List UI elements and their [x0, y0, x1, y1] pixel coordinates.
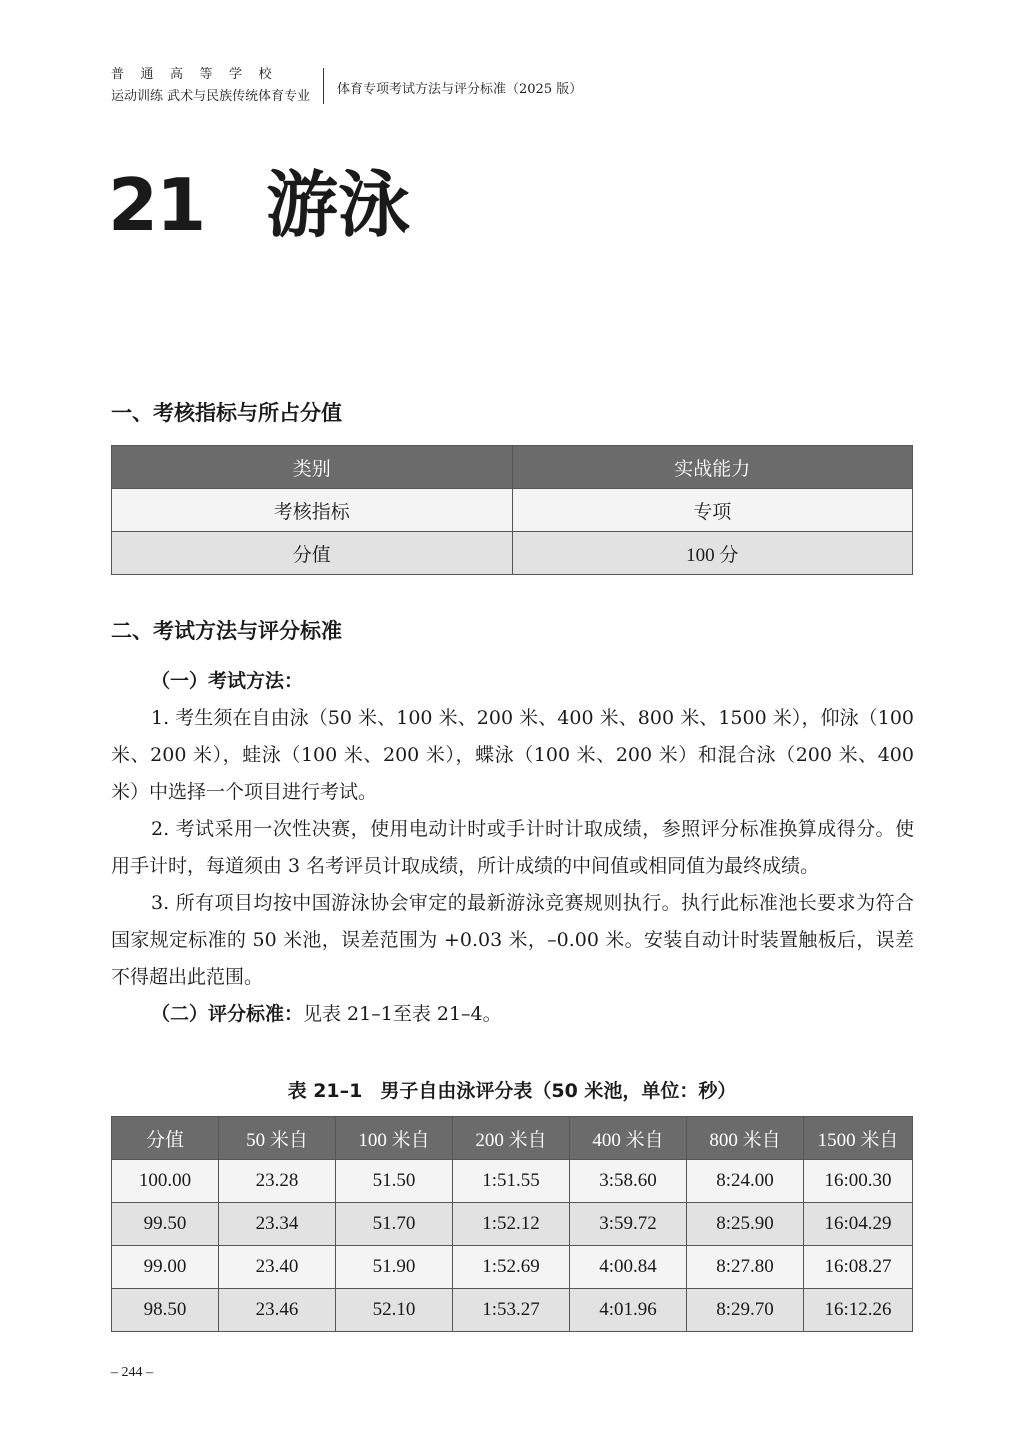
page-number: – 244 – — [111, 1365, 153, 1380]
table-cell: 3:59.72 — [570, 1203, 687, 1246]
table-cell: 8:27.80 — [687, 1246, 804, 1289]
chapter-number: 21 — [108, 163, 205, 247]
method-subheading: （一）考试方法： — [151, 670, 304, 692]
table-cell: 16:08.27 — [804, 1246, 913, 1289]
header-doc-title: 体育专项考试方法与评分标准（2025 版） — [337, 82, 583, 97]
table-row — [112, 1160, 913, 1203]
header-left — [111, 66, 316, 106]
table-cell: 1:51.55 — [453, 1160, 570, 1203]
table-cell: 8:24.00 — [687, 1160, 804, 1203]
table-cell: 51.90 — [336, 1246, 453, 1289]
table-row — [112, 489, 913, 532]
table-cell: 23.46 — [219, 1289, 336, 1332]
table-row — [112, 532, 913, 575]
table-header-cell: 100 米自 — [336, 1117, 453, 1160]
table-cell: 23.28 — [219, 1160, 336, 1203]
scoring-text: 见表 21–1至表 21–4。 — [303, 1003, 502, 1025]
scoring-paragraph — [111, 996, 914, 1033]
table-cell: 分值 — [112, 532, 513, 575]
table-header-cell: 1500 米自 — [804, 1117, 913, 1160]
method-item-3: 3. 所有项目均按中国游泳协会审定的最新游泳竞赛规则执行。执行此标准池长要求为符合国家规定标准的 50 米池，误差范围为 +0.03 米，–0.00 米。安装自动计时装置触板后，误差不得超出此范围。 — [111, 892, 914, 988]
table-cell: 23.34 — [219, 1203, 336, 1246]
table-cell: 1:52.69 — [453, 1246, 570, 1289]
table-row — [112, 1203, 913, 1246]
table-header-cell: 50 米自 — [219, 1117, 336, 1160]
section-heading-2: 二、考试方法与评分标准 — [111, 618, 342, 643]
table-cell: 3:58.60 — [570, 1160, 687, 1203]
table-row — [112, 1289, 913, 1332]
table-cell: 52.10 — [336, 1289, 453, 1332]
table-caption-number: 表 21–1 — [287, 1080, 363, 1102]
table-cell: 考核指标 — [112, 489, 513, 532]
table-cell: 16:12.26 — [804, 1289, 913, 1332]
table-caption — [0, 1076, 1024, 1103]
table-header-cell: 实战能力 — [512, 446, 913, 489]
header-divider — [323, 68, 324, 104]
table-cell: 100 分 — [512, 532, 913, 575]
assessment-table — [111, 445, 913, 575]
table-cell: 1:52.12 — [453, 1203, 570, 1246]
table-cell: 专项 — [512, 489, 913, 532]
method-item-1: 1. 考生须在自由泳（50 米、100 米、200 米、400 米、800 米、1500 米），仰泳（100 米、200 米），蛙泳（100 米、200 米），蝶泳（100 米、200 米）和混合泳（200 米、400 米）中选择一个项目进行考试。 — [111, 707, 914, 803]
table-cell: 8:25.90 — [687, 1203, 804, 1246]
table-header-cell: 200 米自 — [453, 1117, 570, 1160]
method-item-2: 2. 考试采用一次性决赛，使用电动计时或手计时计取成绩，参照评分标准换算成得分。使用手计时，每道须由 3 名考评员计取成绩，所计成绩的中间值或相同值为最终成绩。 — [111, 818, 914, 877]
table-cell: 23.40 — [219, 1246, 336, 1289]
table-cell: 1:53.27 — [453, 1289, 570, 1332]
table-cell: 16:04.29 — [804, 1203, 913, 1246]
table-cell: 8:29.70 — [687, 1289, 804, 1332]
table-header-row — [112, 1117, 913, 1160]
table-header-cell: 400 米自 — [570, 1117, 687, 1160]
table-header-cell: 分值 — [112, 1117, 219, 1160]
table-cell: 4:01.96 — [570, 1289, 687, 1332]
table-cell: 51.70 — [336, 1203, 453, 1246]
table-cell: 100.00 — [112, 1160, 219, 1203]
table-cell: 99.00 — [112, 1246, 219, 1289]
table-cell: 16:00.30 — [804, 1160, 913, 1203]
exam-method-body — [111, 663, 914, 1033]
header-major: 运动训练 武术与民族传统体育专业 — [111, 89, 311, 104]
table-header-cell: 800 米自 — [687, 1117, 804, 1160]
table-caption-title: 男子自由泳评分表（50 米池，单位：秒） — [380, 1080, 737, 1102]
table-cell: 98.50 — [112, 1289, 219, 1332]
freestyle-score-table — [111, 1116, 913, 1332]
table-cell: 51.50 — [336, 1160, 453, 1203]
header-school: 普通高等学校 — [111, 67, 289, 82]
table-cell: 99.50 — [112, 1203, 219, 1246]
table-header-cell: 类别 — [112, 446, 513, 489]
section-heading-1: 一、考核指标与所占分值 — [111, 400, 342, 425]
chapter-name: 游泳 — [266, 163, 411, 247]
table-row — [112, 1246, 913, 1289]
table-cell: 4:00.84 — [570, 1246, 687, 1289]
chapter-title — [108, 160, 410, 250]
scoring-subheading: （二）评分标准： — [151, 1003, 304, 1025]
table-header-row — [112, 446, 913, 489]
